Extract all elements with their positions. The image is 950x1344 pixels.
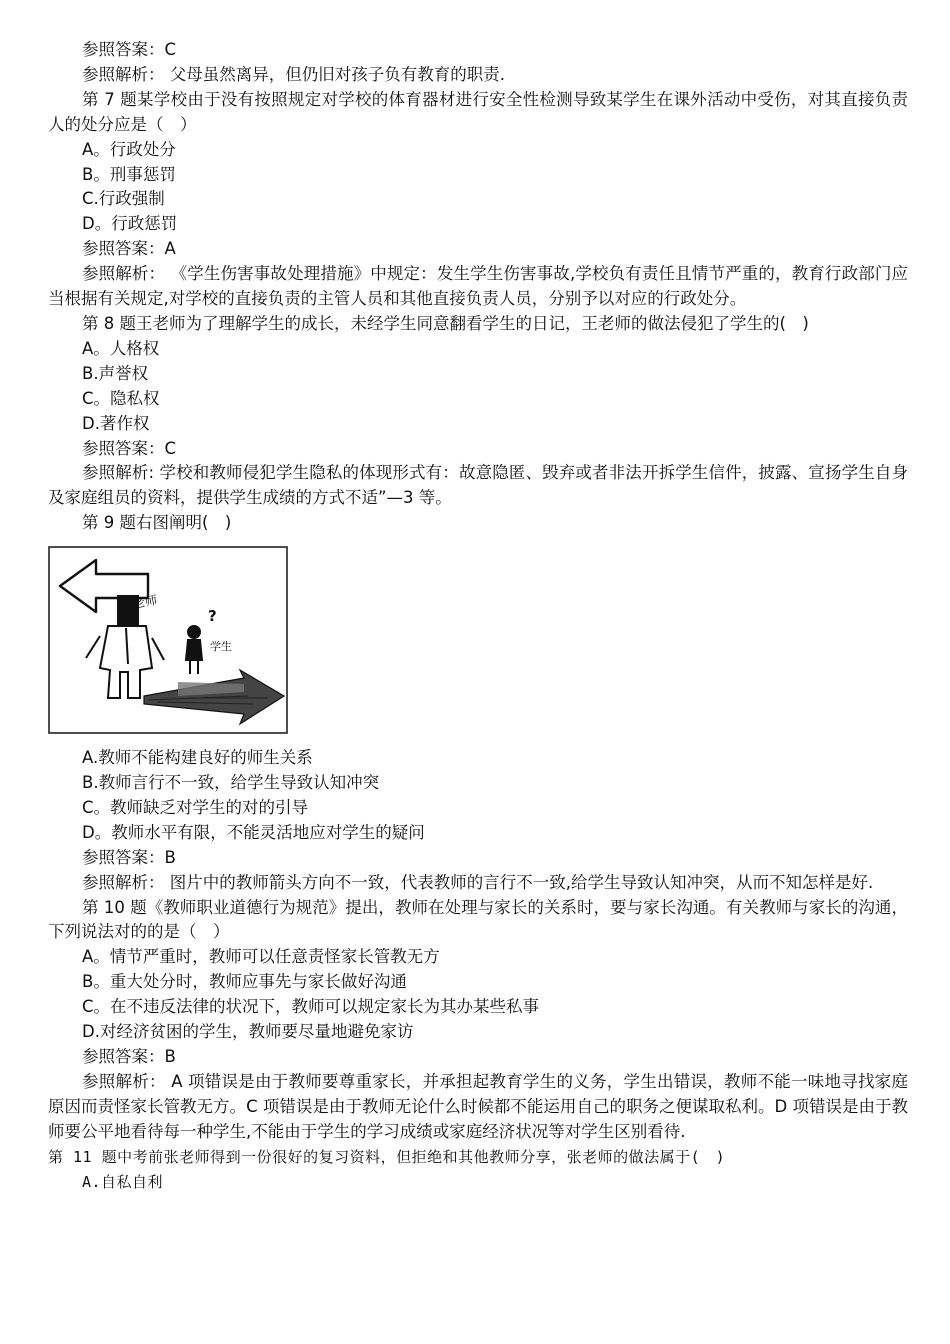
option-b: B.声誉权 [82,363,149,383]
option-a: A.自私自利 [82,1172,164,1191]
option-b: B.教师言行不一致，给学生导致认知冲突 [82,773,380,793]
document-page [48,38,908,1194]
question-10: 第 10 题《教师职业道德行为规范》提出，教师在处理与家长的关系时，要与家长沟通。有关教师与家长的沟通，下列说法对的的是（ ） [48,897,908,942]
option-a: A。情节严重时，教师可以任意责怪家长管教无方 [82,947,440,967]
answer-line: 参照答案：A [82,239,176,259]
student-label: 学生 [210,640,232,654]
option-b: B。刑事惩罚 [82,164,176,184]
option-a: A。人格权 [82,338,160,358]
option-b: B。重大处分时，教师应事先与家长做好沟通 [82,972,407,992]
question-8: 第 8 题王老师为了理解学生的成长，未经学生同意翻看学生的日记，王老师的做法侵犯了学生的( ) [82,313,809,333]
teacher-student-illustration [48,546,292,736]
option-d: D.对经济贫困的学生，教师要尽量地避免家访 [82,1022,414,1042]
option-d: D.著作权 [82,413,150,433]
option-d: D。行政惩罚 [82,214,178,234]
option-c: C.行政强制 [82,189,165,209]
explanation-line: 参照解析： 父母虽然离异，但仍旧对孩子负有教育的职责. [82,64,505,84]
answer-line: 参照答案：B [82,847,176,867]
question-7: 第 7 题某学校由于没有按照规定对学校的体育器材进行安全性检测导致某学生在课外活动中受伤，对其直接负责人的处分应是（ ） [48,89,908,134]
explanation-paragraph: 参照解析： A 项错误是由于教师要尊重家长，并承担起教育学生的义务，学生出错误，教师不能一味地寻找家庭原因而责怪家长管教无方。C 项错误是由于教师无论什么时候都不能运用自己的职务之便谋取私利。D 项错误是由于教师要公平地看待每一种学生,不能由于学生的学习成绩或家庭经济状况等对学生区别看待. [48,1071,908,1141]
option-a: A。行政处分 [82,139,176,159]
teacher-label: 老师 [132,593,159,612]
question-11: 第 11 题中考前张老师得到一份很好的复习资料，但拒绝和其他教师分享，张老师的做法属于( ) [48,1147,726,1166]
answer-line: 参照答案：B [82,1047,176,1066]
option-d: D。教师水平有限，不能灵活地应对学生的疑问 [82,822,425,842]
option-c: C。隐私权 [82,388,160,408]
question-9: 第 9 题右图阐明( ) [82,513,232,533]
answer-line: 参照答案：C [82,438,177,458]
explanation-paragraph: 参照解析： 图片中的教师箭头方向不一致，代表教师的言行不一致,给学生导致认知冲突，从而不知怎样是好. [82,872,874,892]
option-c: C。教师缺乏对学生的对的引导 [82,797,309,817]
question-mark-icon: ? [208,607,217,626]
option-a: A.教师不能构建良好的师生关系 [82,748,313,768]
explanation-paragraph: 参照解析: 学校和教师侵犯学生隐私的体现形式有：故意隐匿、毁弃或者非法开拆学生信件，披露、宣扬学生自身及家庭组员的资料，提供学生成绩的方式不适”—3 等。 [48,463,908,508]
explanation-paragraph: 参照解析： 《学生伤害事故处理措施》中规定：发生学生伤害事故,学校负有责任且情节严重的，教育行政部门应当根据有关规定,对学校的直接负责的主管人员和其他直接负责人员，分别予以对应的行政处分。 [48,264,908,309]
answer-line: 参照答案：C [82,40,177,59]
option-c: C。在不违反法律的状况下，教师可以规定家长为其办某些私事 [82,997,540,1017]
